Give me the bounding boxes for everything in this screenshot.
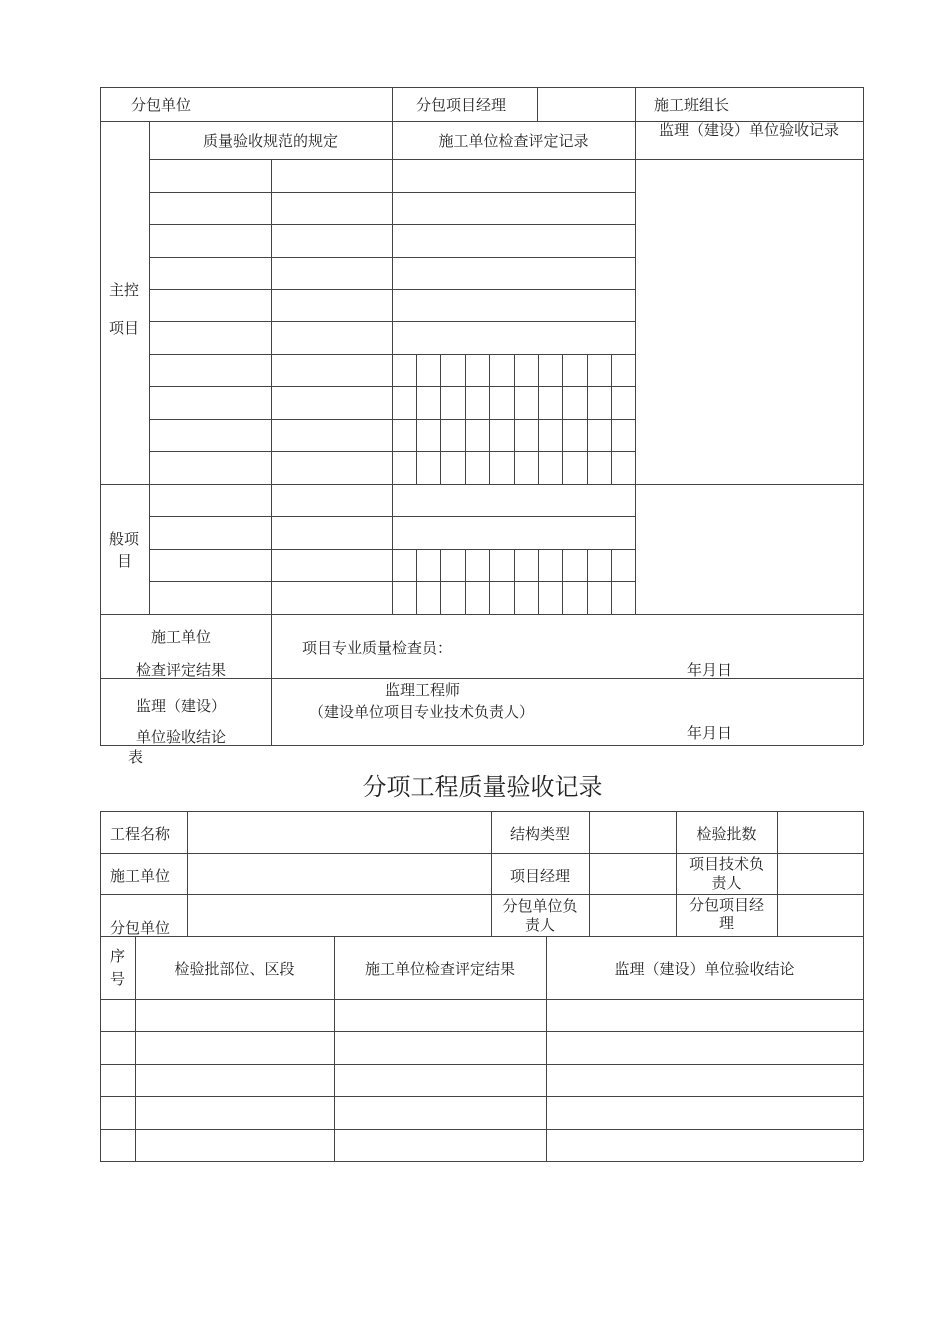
t2-line	[100, 811, 863, 812]
t2-line	[863, 811, 864, 1161]
header-supervisor-conclusion: 监理（建设）单位验收结论	[614, 960, 795, 978]
header-contractor-record: 施工单位检查评定记录	[438, 132, 589, 150]
t1-line	[100, 484, 863, 485]
t1-line	[100, 87, 101, 745]
t1-line	[465, 354, 466, 484]
t2-line	[100, 1096, 863, 1097]
label-contractor: 施工单位	[110, 867, 171, 885]
table-label: 表	[128, 748, 144, 766]
label-sub-unit: 分包单位	[131, 96, 192, 114]
t2-line	[100, 1161, 863, 1162]
header-contractor-result: 施工单位检查评定结果	[364, 960, 515, 978]
label-sub-unit-2: 分包单位	[110, 919, 171, 937]
label-general-items: 般项	[109, 530, 140, 548]
t1-line	[392, 121, 393, 614]
t2-line	[777, 811, 778, 936]
page-title: 分项工程质量验收记录	[362, 773, 603, 801]
label-inspector: 项目专业质量检查员：	[302, 639, 453, 657]
t1-line	[538, 549, 539, 614]
t1-line	[611, 549, 612, 614]
label-tech-lead-2: 责人	[711, 874, 742, 892]
label-owner-rep: （建设单位项目专业技术负责人）	[309, 703, 535, 721]
label-supervisor-2: 单位验收结论	[136, 728, 227, 746]
t1-line	[611, 354, 612, 484]
label-general-items-2: 目	[117, 552, 133, 570]
t2-line	[187, 811, 188, 936]
t1-line	[149, 159, 863, 160]
t1-line	[587, 549, 588, 614]
t1-line	[635, 87, 636, 614]
label-sub-lead: 分包单位负	[502, 897, 578, 915]
t1-line	[416, 354, 417, 484]
header-no: 序	[109, 947, 125, 965]
header-spec: 质量验收规范的规定	[202, 132, 338, 150]
t1-line	[392, 87, 393, 121]
label-tech-lead: 项目技术负	[688, 855, 764, 873]
label-supervisor: 监理（建设）	[136, 697, 227, 715]
t1-line	[489, 354, 490, 484]
label-sub-pm: 分包项目经理	[416, 96, 507, 114]
label-project-name: 工程名称	[110, 825, 171, 843]
t2-line	[100, 999, 863, 1000]
header-batch-location: 检验批部位、区段	[174, 960, 295, 978]
t2-line	[100, 1064, 863, 1065]
label-structure-type: 结构类型	[509, 825, 570, 843]
header-supervisor-record: 监理（建设）单位验收记录	[658, 121, 839, 139]
t2-line	[589, 811, 590, 936]
t1-line	[271, 159, 272, 614]
t1-line	[416, 549, 417, 614]
t1-line	[149, 121, 150, 614]
t1-line	[100, 87, 863, 88]
t2-line	[100, 853, 863, 854]
t1-line	[538, 354, 539, 484]
t1-line	[562, 354, 563, 484]
t2-line	[100, 1031, 863, 1032]
label-contractor-result-2: 检查评定结果	[136, 661, 227, 679]
t1-line	[440, 549, 441, 614]
t1-line	[514, 354, 515, 484]
t1-line	[562, 549, 563, 614]
label-team-leader: 施工班组长	[654, 96, 730, 114]
label-pm: 项目经理	[509, 867, 570, 885]
label-main-items: 主控	[109, 281, 140, 299]
t1-line	[863, 87, 864, 745]
t1-line	[465, 549, 466, 614]
date-field-1: 年月日	[687, 661, 733, 679]
label-batch-count: 检验批数	[696, 825, 757, 843]
t1-line	[271, 614, 272, 745]
t2-line	[100, 936, 863, 937]
t1-line	[514, 549, 515, 614]
t2-line	[100, 1129, 863, 1130]
label-contractor-result: 施工单位	[151, 628, 212, 646]
t1-line	[537, 87, 538, 121]
header-no-2: 号	[109, 970, 125, 988]
label-sub-pm-2b: 理	[718, 914, 734, 932]
label-engineer: 监理工程师	[385, 681, 461, 699]
label-main-items-2: 项目	[109, 319, 140, 337]
label-sub-lead-2: 责人	[524, 916, 555, 934]
t1-line	[100, 614, 863, 615]
label-sub-pm-2: 分包项目经	[688, 896, 764, 914]
t1-line	[440, 354, 441, 484]
t1-line	[587, 354, 588, 484]
t1-line	[489, 549, 490, 614]
date-field-2: 年月日	[687, 724, 733, 742]
t2-line	[100, 894, 863, 895]
